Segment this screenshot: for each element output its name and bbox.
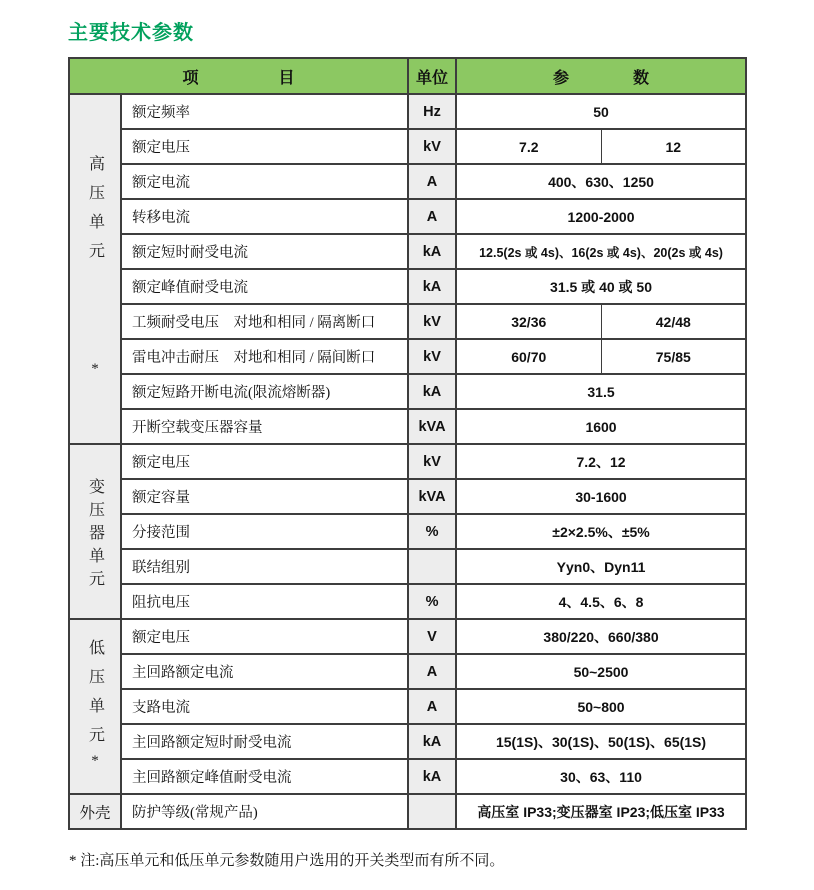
table-header-row [69, 58, 746, 94]
table-row [69, 759, 746, 794]
value-cell: 12 [601, 129, 746, 164]
value-cell: Yyn0、Dyn11 [456, 549, 746, 584]
unit-cell: kA [408, 374, 456, 409]
value-cell: 50~800 [456, 689, 746, 724]
table-row [69, 164, 746, 199]
item-cell: 额定短时耐受电流 [121, 234, 408, 269]
table-row [69, 444, 746, 479]
item-cell: 转移电流 [121, 199, 408, 234]
item-cell: 主回路额定电流 [121, 654, 408, 689]
value-cell: 400、630、1250 [456, 164, 746, 199]
unit-cell [408, 794, 456, 829]
unit-cell: kA [408, 269, 456, 304]
item-cell: 开断空载变压器容量 [121, 409, 408, 444]
item-cell: 雷电冲击耐压 对地和相同 / 隔间断口 [121, 339, 408, 374]
value-cell: 31.5 [456, 374, 746, 409]
item-cell: 额定峰值耐受电流 [121, 269, 408, 304]
item-cell: 主回路额定峰值耐受电流 [121, 759, 408, 794]
value-cell: 31.5 或 40 或 50 [456, 269, 746, 304]
group-label: 低压单元 [86, 639, 104, 755]
value-cell: 1600 [456, 409, 746, 444]
value-cell: 12.5(2s 或 4s)、16(2s 或 4s)、20(2s 或 4s) [456, 234, 746, 269]
header-item: 项 目 [69, 58, 408, 94]
item-cell: 工频耐受电压 对地和相同 / 隔离断口 [121, 304, 408, 339]
table-row [69, 619, 746, 654]
item-cell: 额定电压 [121, 444, 408, 479]
value-cell: 32/36 [456, 304, 601, 339]
table-row [69, 584, 746, 619]
value-cell: ±2×2.5%、±5% [456, 514, 746, 549]
unit-cell: A [408, 654, 456, 689]
group-label: 变压器单元 [86, 478, 104, 593]
table-row [69, 479, 746, 514]
item-cell: 支路电流 [121, 689, 408, 724]
unit-cell: A [408, 689, 456, 724]
table-row [69, 199, 746, 234]
unit-cell: kA [408, 234, 456, 269]
unit-cell: kA [408, 759, 456, 794]
unit-cell: kV [408, 444, 456, 479]
header-unit: 单位 [408, 58, 456, 94]
table-row [69, 339, 746, 374]
table-row [69, 549, 746, 584]
table-row [69, 94, 746, 129]
group-label: 高压单元 [86, 155, 104, 271]
group-cell-transformer [69, 444, 121, 619]
item-cell: 主回路额定短时耐受电流 [121, 724, 408, 759]
table-row [69, 374, 746, 409]
unit-cell: kV [408, 339, 456, 374]
table-row [69, 129, 746, 164]
unit-cell: V [408, 619, 456, 654]
table-row [69, 514, 746, 549]
value-cell: 75/85 [601, 339, 746, 374]
unit-cell: kVA [408, 409, 456, 444]
unit-cell: kV [408, 304, 456, 339]
unit-cell: kVA [408, 479, 456, 514]
value-cell: 4、4.5、6、8 [456, 584, 746, 619]
value-cell: 50 [456, 94, 746, 129]
unit-cell: kA [408, 724, 456, 759]
value-cell: 15(1S)、30(1S)、50(1S)、65(1S) [456, 724, 746, 759]
item-cell: 防护等级(常规产品) [121, 794, 408, 829]
footnote: * 注:高压单元和低压单元参数随用户选用的开关类型而有所不同。 [69, 853, 505, 869]
table-row [69, 724, 746, 759]
group-cell-high-voltage [69, 94, 121, 444]
table-row [69, 234, 746, 269]
table-row [69, 269, 746, 304]
table-row [69, 654, 746, 689]
table-row [69, 409, 746, 444]
item-cell: 分接范围 [121, 514, 408, 549]
value-cell: 7.2 [456, 129, 601, 164]
unit-cell: A [408, 164, 456, 199]
item-cell: 联结组别 [121, 549, 408, 584]
unit-cell: % [408, 514, 456, 549]
item-cell: 阻抗电压 [121, 584, 408, 619]
page-title: 主要技术参数 [68, 22, 194, 44]
value-cell: 30-1600 [456, 479, 746, 514]
item-cell: 额定电流 [121, 164, 408, 199]
table-row [69, 794, 746, 829]
value-cell: 7.2、12 [456, 444, 746, 479]
header-param: 参 数 [456, 58, 746, 94]
item-cell: 额定短路开断电流(限流熔断器) [121, 374, 408, 409]
group-cell-low-voltage [69, 619, 121, 794]
unit-cell: kV [408, 129, 456, 164]
value-cell: 1200-2000 [456, 199, 746, 234]
item-cell: 额定电压 [121, 619, 408, 654]
value-cell: 30、63、110 [456, 759, 746, 794]
group-footnote-mark: * [91, 361, 99, 377]
group-cell-enclosure: 外壳 [69, 794, 121, 829]
item-cell: 额定频率 [121, 94, 408, 129]
value-cell: 高压室 IP33;变压器室 IP23;低压室 IP33 [456, 794, 746, 829]
unit-cell: % [408, 584, 456, 619]
item-cell: 额定电压 [121, 129, 408, 164]
unit-cell [408, 549, 456, 584]
item-cell: 额定容量 [121, 479, 408, 514]
value-cell: 60/70 [456, 339, 601, 374]
value-cell: 380/220、660/380 [456, 619, 746, 654]
table-row [69, 689, 746, 724]
table-row [69, 304, 746, 339]
unit-cell: A [408, 199, 456, 234]
spec-table [68, 57, 747, 830]
unit-cell: Hz [408, 94, 456, 129]
value-cell: 42/48 [601, 304, 746, 339]
value-cell: 50~2500 [456, 654, 746, 689]
group-footnote-mark: * [91, 753, 99, 769]
